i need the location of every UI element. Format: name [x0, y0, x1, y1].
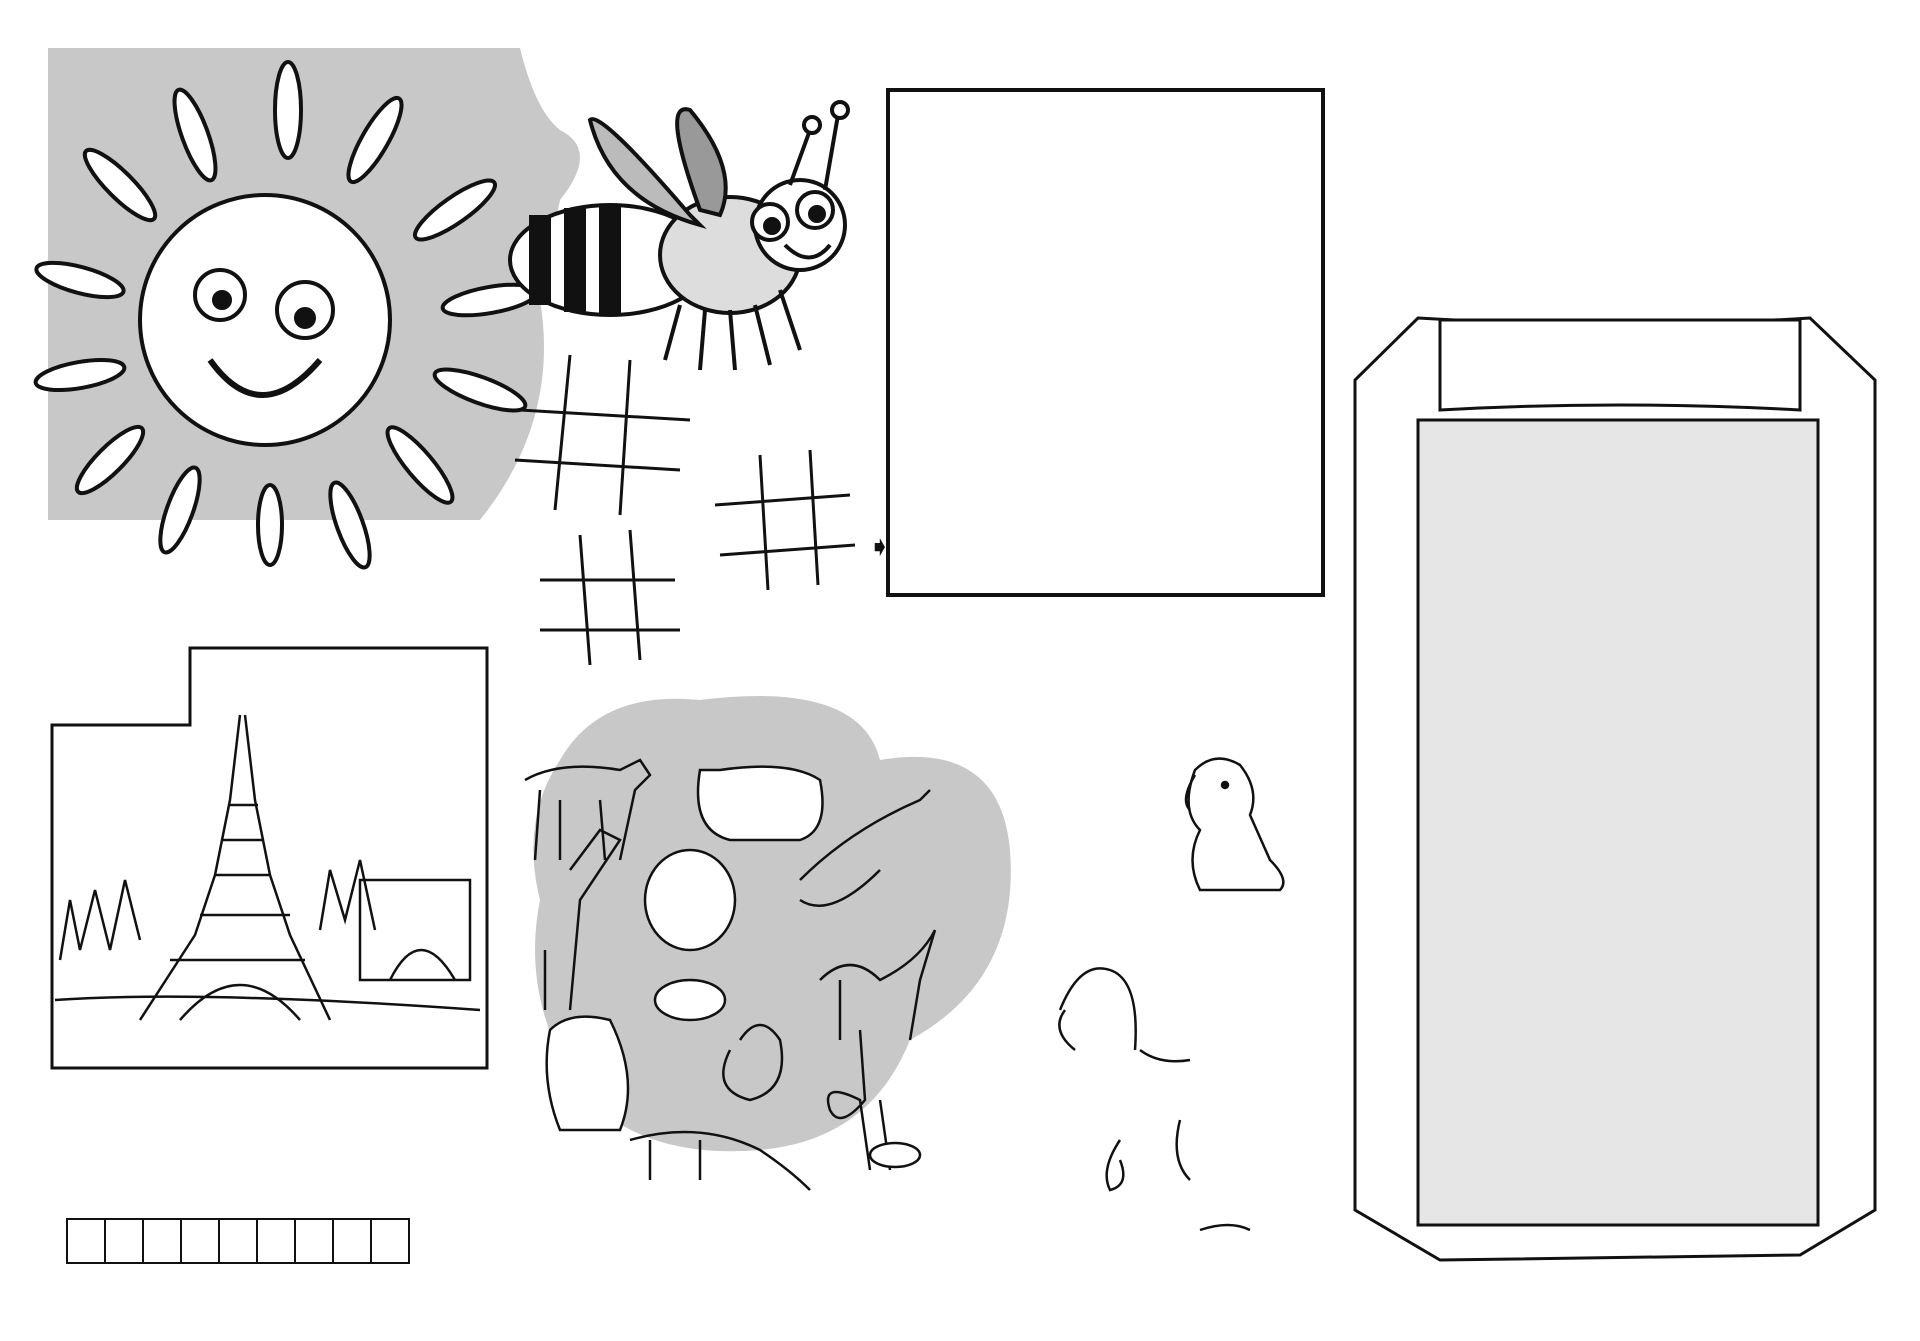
menu-items	[1455, 426, 1785, 452]
arrow-icon: ➧	[868, 530, 892, 563]
letter-box[interactable]	[256, 1218, 296, 1264]
letter-box[interactable]	[142, 1218, 182, 1264]
letter-box[interactable]	[104, 1218, 144, 1264]
letter-box[interactable]	[370, 1218, 410, 1264]
letter-box[interactable]	[66, 1218, 106, 1264]
letter-box[interactable]	[294, 1218, 334, 1264]
letter-box[interactable]	[332, 1218, 372, 1264]
menu-header	[1340, 80, 1895, 94]
letter-box[interactable]	[180, 1218, 220, 1264]
letter-box[interactable]	[218, 1218, 258, 1264]
letter-boxes	[66, 1218, 408, 1268]
